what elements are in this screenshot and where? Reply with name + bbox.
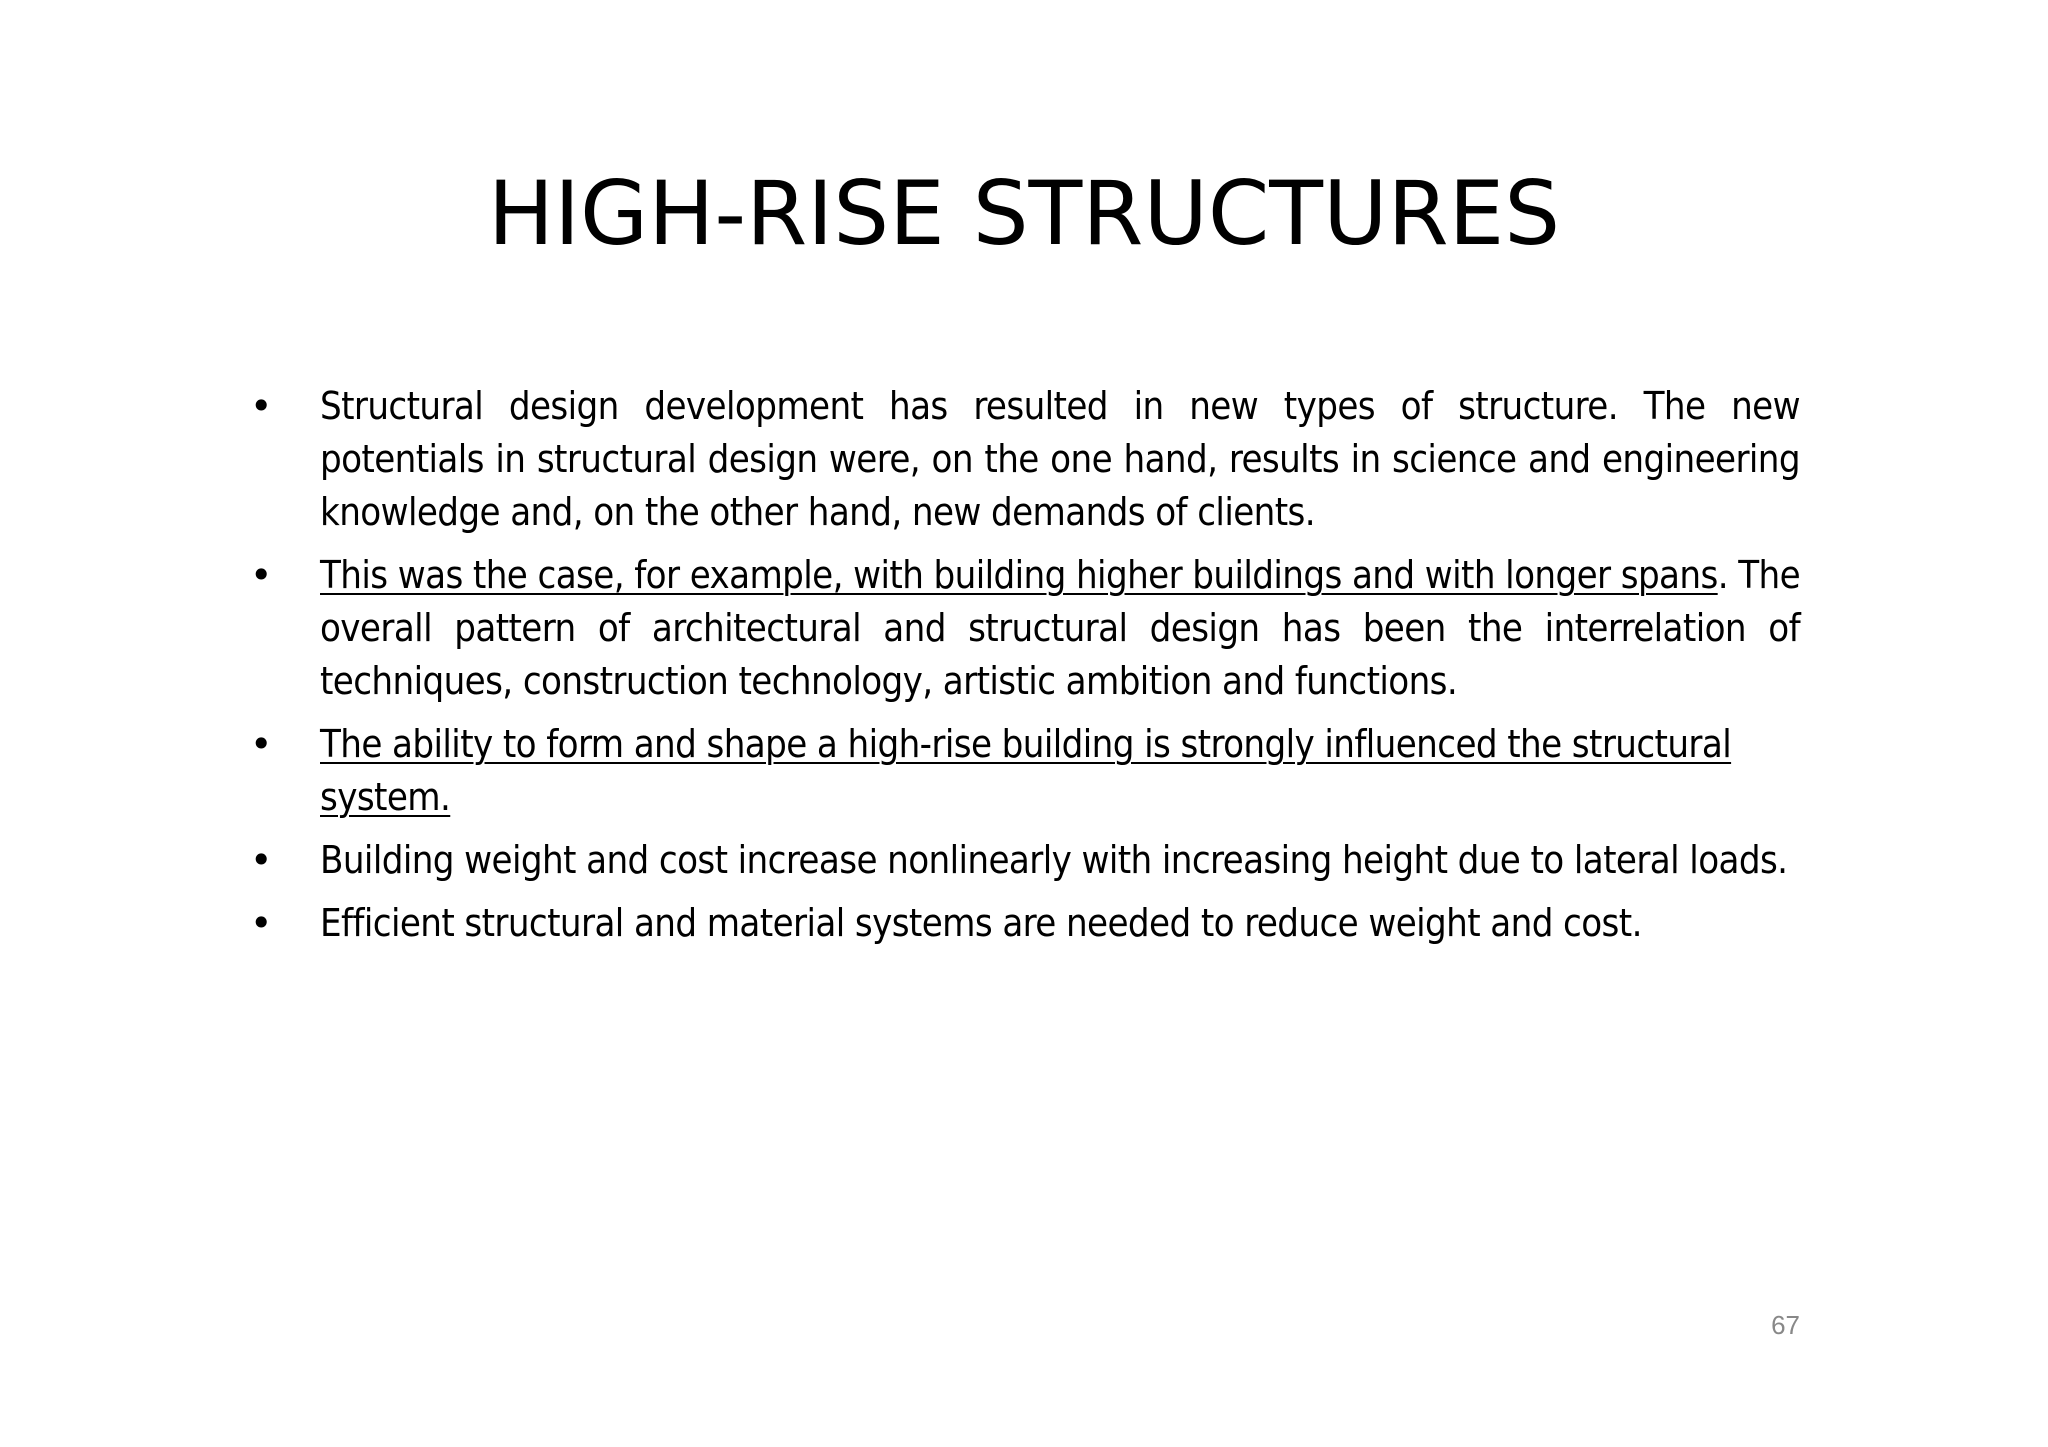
bullet-item [250,380,1800,539]
underlined-text: This was the case, for example, with building higher buildings and with longer spans [320,553,1718,597]
bullet-list [250,380,1800,960]
bullet-dot-icon: • [250,901,273,945]
bullet-item [250,549,1800,708]
bullet-item [250,718,1800,824]
page-number: 67 [1771,1310,1800,1340]
bullet-dot-icon: • [250,553,273,597]
bullet-text: Building weight and cost increase nonlinearly with increasing height due to lateral loads. [320,838,1788,882]
bullet-text: Structural design development has resulted in new types of structure. The new potentials in structural design were, on the one hand, results in science and engineering knowledge and, on the other hand, new demands of clients. [320,384,1800,534]
bullet-text-rest: . The overall pattern of architectural and structural design has been the interrelation of techniques, construction technology, artistic ambition and functions. [320,553,1801,703]
bullet-item [250,897,1800,950]
bullet-text: Efficient structural and material systems are needed to reduce weight and cost. [320,901,1642,945]
underlined-text: The ability to form and shape a high-rise building is strongly influenced the structural system. [320,722,1732,819]
slide-title: HIGH-RISE STRUCTURES [487,162,1561,265]
bullet-item [250,834,1800,887]
bullet-text [320,718,1800,824]
bullet-text [320,549,1800,708]
bullet-dot-icon: • [250,722,273,766]
bullet-dot-icon: • [250,384,273,428]
bullet-dot-icon: • [250,838,273,882]
